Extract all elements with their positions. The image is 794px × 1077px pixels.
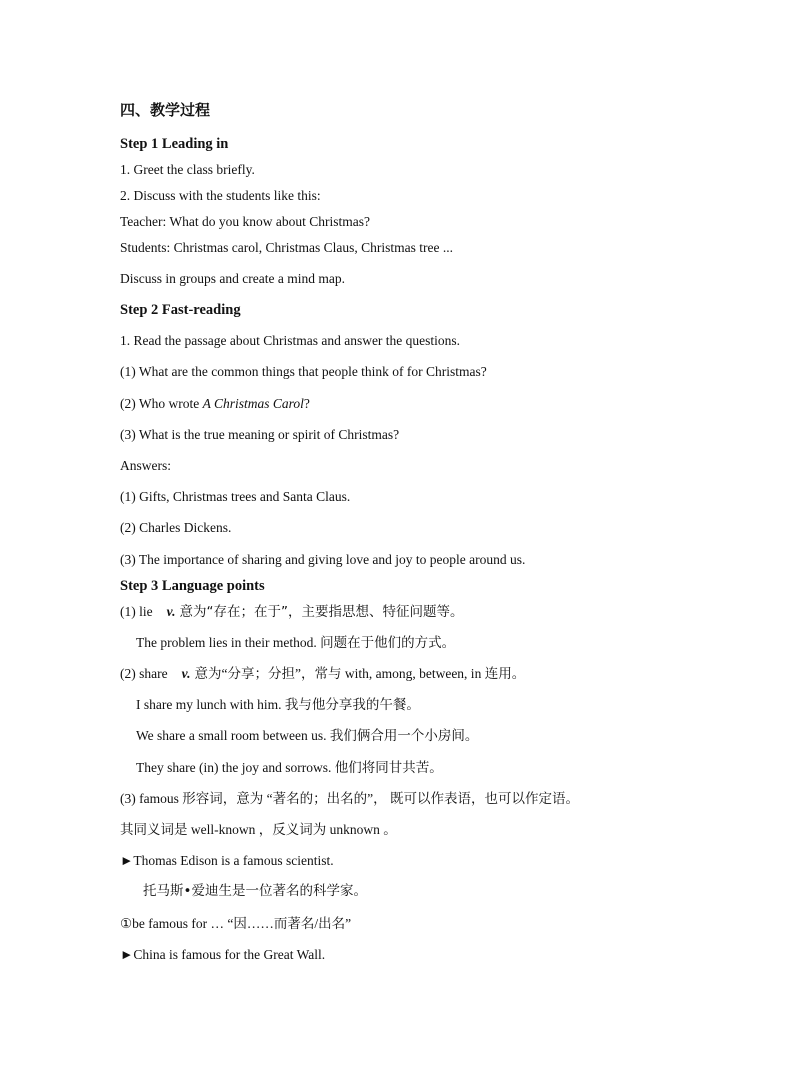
question-2 — [120, 395, 310, 413]
answer-2: (2) Charles Dickens. — [120, 520, 232, 535]
question-3: (3) What is the true meaning or spirit of Christmas? — [120, 427, 400, 442]
step1-heading: Step 1 Leading in — [120, 136, 229, 152]
book-title: A Christmas Carol — [202, 396, 304, 411]
answers-label: Answers: — [120, 458, 171, 473]
share-example-2: We share a small room between us. 我们俩合用一个小房间。 — [136, 728, 479, 743]
step1-item-3: Teacher: What do you know about Christmas? — [120, 214, 370, 229]
famous-phrase: ①be famous for … “因……而著名/出名” — [120, 916, 352, 931]
question-2-suffix: ? — [303, 396, 310, 411]
answer-3: (3) The importance of sharing and giving love and joy to people around us. — [120, 552, 526, 567]
step1-item-2: 2. Discuss with the students like this: — [120, 188, 321, 203]
famous-example-2: ►China is famous for the Great Wall. — [120, 947, 326, 962]
step1-item-5: Discuss in groups and create a mind map. — [120, 271, 345, 286]
share-entry — [120, 665, 525, 683]
famous-entry: (3) famous 形容词，意为 “著名的；出名的”， 既可以作表语，也可以作定语。 — [120, 791, 579, 806]
lie-meaning: 意为“存在；在于”，主要指思想、特征问题等。 — [179, 604, 464, 620]
section-title: 四、教学过程 — [120, 101, 211, 119]
step2-instruction: 1. Read the passage about Christmas and answer the questions. — [120, 333, 461, 348]
lie-example: The problem lies in their method. 问题在于他们的方式。 — [136, 635, 456, 650]
share-example-3: They share (in) the joy and sorrows. 他们将同甘共苦。 — [136, 760, 443, 775]
famous-example-1-translation: 托马斯•爱迪生是一位著名的科学家。 — [143, 883, 367, 899]
share-pos: v. — [181, 666, 191, 681]
lie-word: (1) lie — [120, 604, 153, 619]
famous-example-1: ►Thomas Edison is a famous scientist. — [120, 853, 334, 868]
question-2-prefix: (2) Who wrote — [120, 396, 203, 411]
step1-item-4: Students: Christmas carol, Christmas Claus, Christmas tree ... — [120, 240, 453, 255]
answer-1: (1) Gifts, Christmas trees and Santa Claus. — [120, 489, 351, 504]
lie-pos: v. — [166, 604, 176, 619]
step2-heading: Step 2 Fast-reading — [120, 302, 241, 318]
famous-synonyms: 其同义词是 well-known ，反义词为 unknown 。 — [120, 822, 397, 837]
share-meaning: 意为“分享；分担”，常与 with, among, between, in 连用。 — [194, 666, 526, 681]
lie-entry — [120, 603, 464, 621]
share-example-1: I share my lunch with him. 我与他分享我的午餐。 — [136, 697, 420, 712]
step1-item-1: 1. Greet the class briefly. — [120, 162, 255, 177]
question-1: (1) What are the common things that people think of for Christmas? — [120, 364, 487, 379]
share-word: (2) share — [120, 666, 168, 681]
step3-heading: Step 3 Language points — [120, 578, 265, 594]
